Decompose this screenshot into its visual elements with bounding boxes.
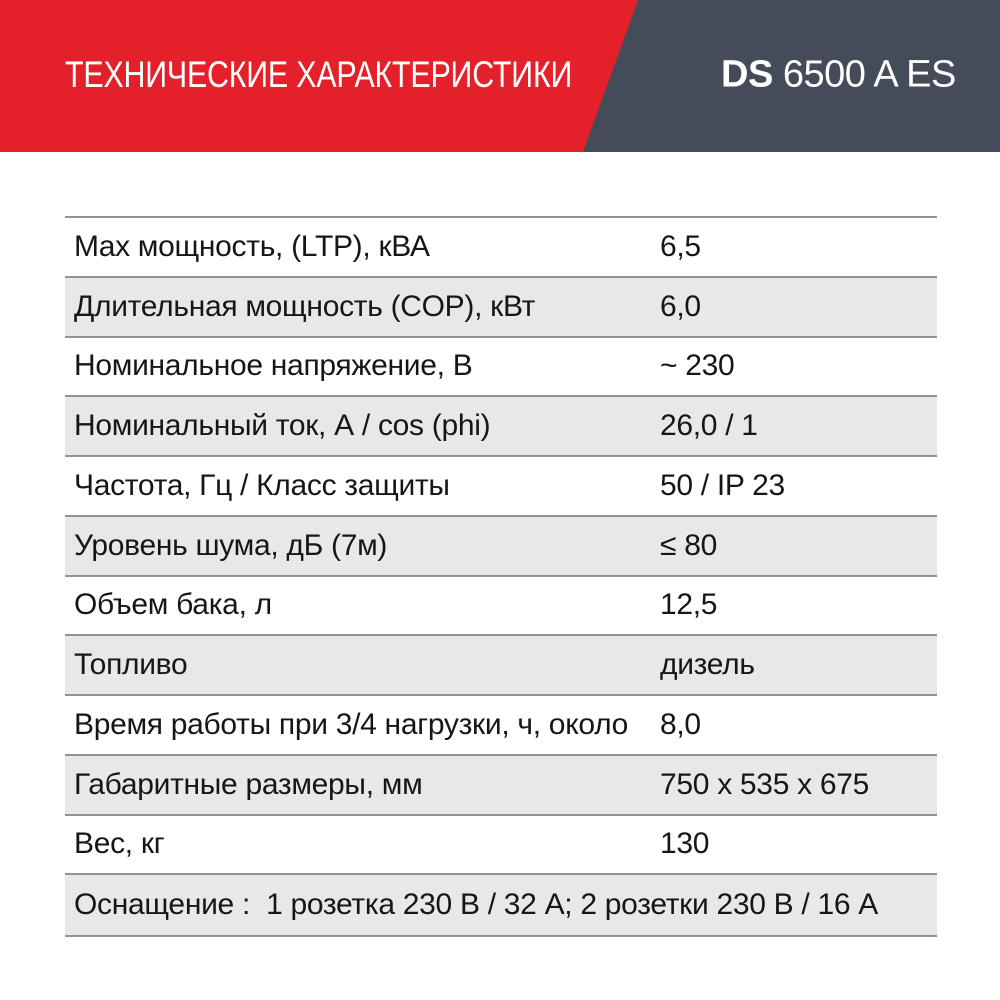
spec-value: 750 x 535 x 675 bbox=[660, 767, 870, 801]
table-row bbox=[65, 577, 937, 637]
spec-label: Оснащение : 1 розетка 230 В / 32 А; 2 розетки 230 В / 16 А bbox=[74, 888, 878, 922]
table-row bbox=[65, 756, 937, 816]
table-row bbox=[65, 338, 937, 398]
spec-label: Max мощность, (LTP), кВА bbox=[74, 229, 430, 263]
table-row bbox=[65, 875, 937, 935]
spec-value: 50 / IP 23 bbox=[660, 468, 785, 502]
spec-value: 8,0 bbox=[660, 707, 701, 741]
spec-value: 12,5 bbox=[660, 588, 718, 622]
table-row bbox=[65, 517, 937, 577]
spec-label: Номинальное напряжение, В bbox=[74, 349, 473, 383]
spec-table bbox=[65, 216, 937, 937]
spec-label: Время работы при 3/4 нагрузки, ч, около bbox=[74, 707, 629, 741]
spec-value: 6,0 bbox=[660, 289, 701, 323]
model-name-number: 6500 A ES bbox=[772, 53, 956, 96]
table-row bbox=[65, 636, 937, 696]
spec-label: Объем бака, л bbox=[74, 588, 272, 622]
spec-label: Частота, Гц / Класс защиты bbox=[74, 468, 450, 502]
spec-value: 6,5 bbox=[660, 229, 701, 263]
table-row bbox=[65, 816, 937, 876]
spec-value: 130 bbox=[660, 827, 710, 861]
table-row bbox=[65, 218, 937, 278]
spec-label: Номинальный ток, А / cos (phi) bbox=[74, 409, 491, 443]
table-row bbox=[65, 457, 937, 517]
spec-value: дизель bbox=[660, 648, 755, 682]
page-title: ТЕХНИЧЕСКИЕ ХАРАКТЕРИСТИКИ bbox=[65, 54, 573, 96]
model-name bbox=[721, 54, 956, 97]
spec-label: Топливо bbox=[74, 648, 188, 682]
spec-value: ~ 230 bbox=[660, 349, 735, 383]
table-row bbox=[65, 696, 937, 756]
header-banner bbox=[0, 0, 1000, 152]
spec-label: Длительная мощность (COP), кВт bbox=[74, 289, 536, 323]
spec-value: 26,0 / 1 bbox=[660, 409, 758, 443]
spec-label: Уровень шума, дБ (7м) bbox=[74, 528, 388, 562]
table-row bbox=[65, 397, 937, 457]
spec-label: Габаритные размеры, мм bbox=[74, 767, 423, 801]
model-name-series: DS bbox=[721, 53, 773, 96]
table-row bbox=[65, 278, 937, 338]
spec-value: ≤ 80 bbox=[660, 528, 717, 562]
spec-label: Вес, кг bbox=[74, 827, 165, 861]
